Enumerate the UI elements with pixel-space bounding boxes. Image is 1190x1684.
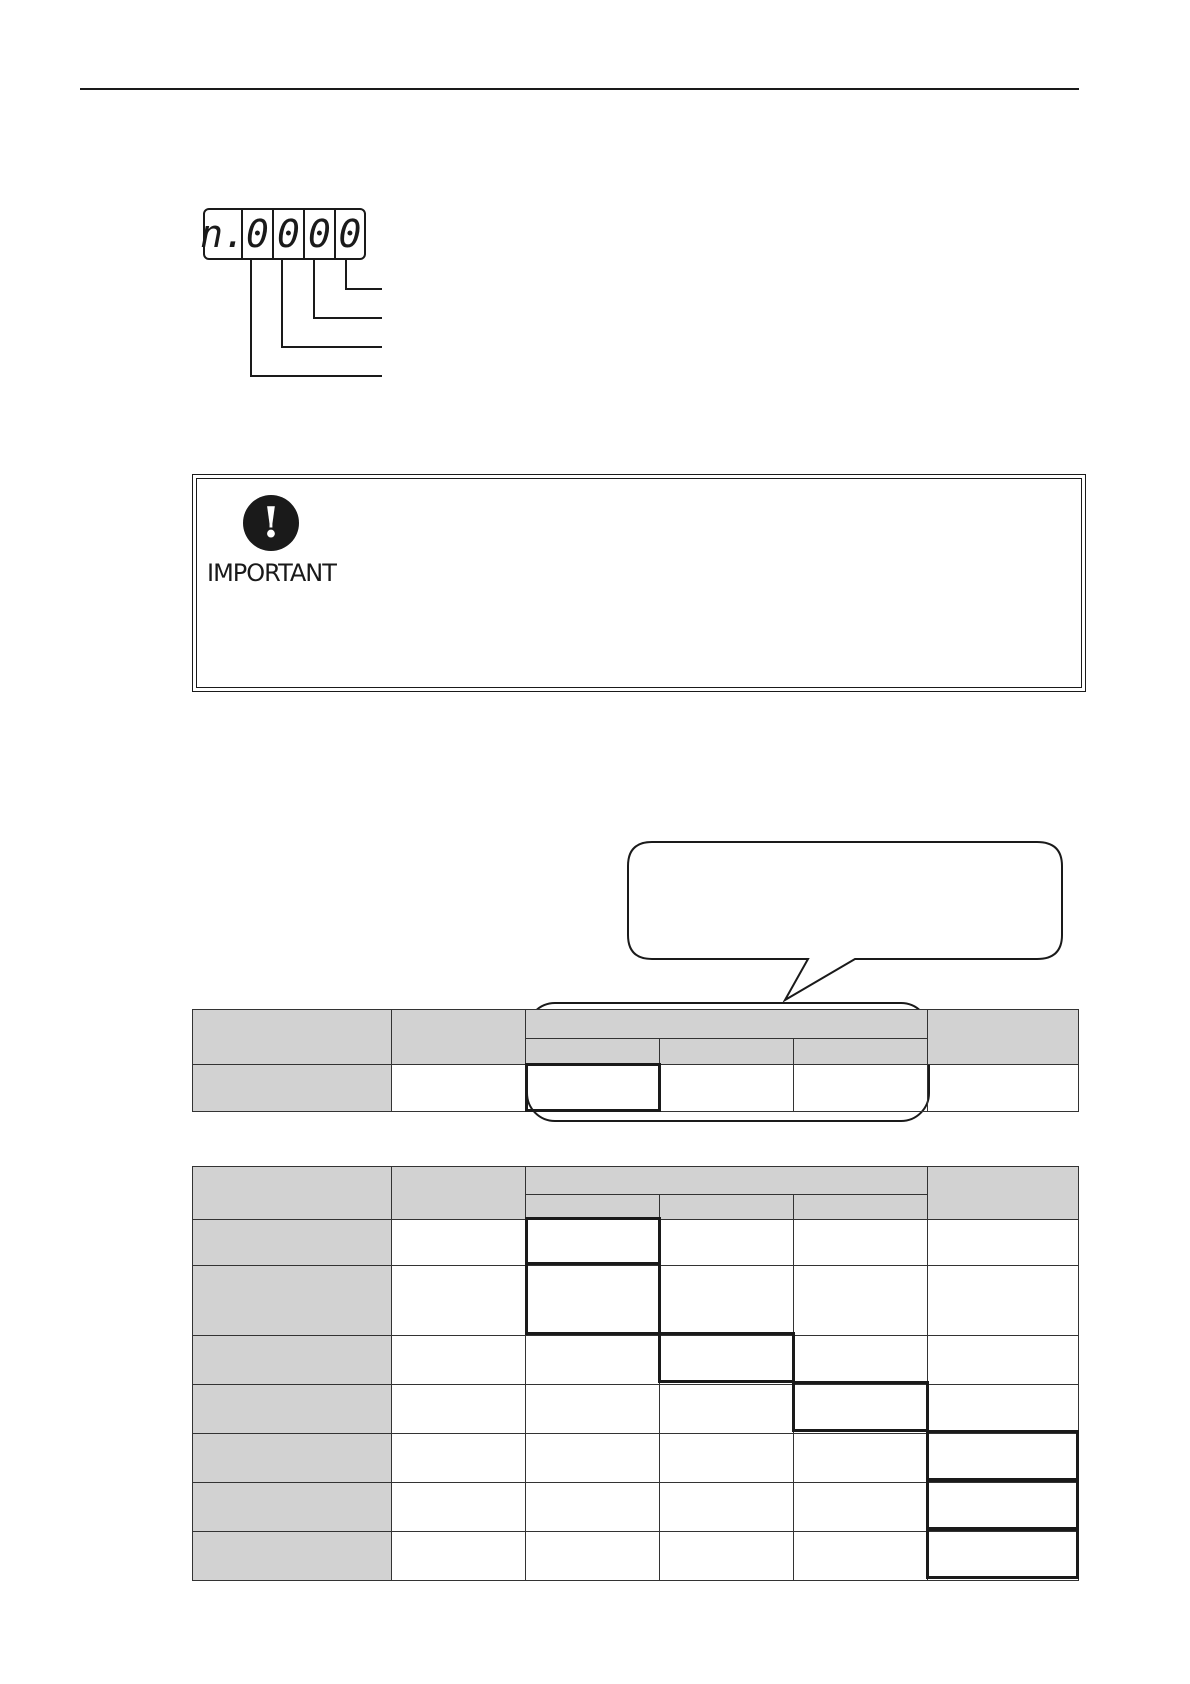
display-prefix-glyph: n.: [200, 212, 246, 256]
table-cell: [928, 1483, 1079, 1532]
table-cell: [392, 1065, 526, 1112]
callout-bubble: [628, 842, 1062, 1000]
table-cell: [928, 1532, 1079, 1581]
table-row-header: [193, 1266, 392, 1336]
table-row-header: [193, 1336, 392, 1385]
table-cell: [392, 1336, 526, 1385]
table-cell: [526, 1065, 660, 1112]
table-cell: [392, 1385, 526, 1434]
table-row-header: [193, 1385, 392, 1434]
table-cell: [660, 1220, 794, 1266]
table-header-cell: [526, 1039, 660, 1065]
table-header-cell: [526, 1010, 928, 1039]
table-row: [193, 1010, 1079, 1039]
display-digit-2-glyph: 0: [308, 212, 331, 256]
table-cell: [392, 1532, 526, 1581]
table-row: [193, 1220, 1079, 1266]
table-header-cell: [193, 1010, 392, 1065]
table-header-cell: [660, 1039, 794, 1065]
table-cell: [794, 1065, 928, 1112]
table-cell: [794, 1532, 928, 1581]
table-cell: [526, 1532, 660, 1581]
table-header-cell: [928, 1167, 1079, 1220]
table-row: [193, 1385, 1079, 1434]
table-row: [193, 1266, 1079, 1336]
table-cell: [526, 1266, 660, 1336]
table-cell: [794, 1266, 928, 1336]
table-cell: [794, 1483, 928, 1532]
table-cell: [794, 1434, 928, 1483]
exclamation-icon: !: [243, 495, 299, 551]
table-header-cell: [794, 1195, 928, 1220]
table-row: [193, 1065, 1079, 1112]
table-header-cell: [526, 1195, 660, 1220]
table-cell: [526, 1434, 660, 1483]
table-row: [193, 1336, 1079, 1385]
table-cell: [928, 1266, 1079, 1336]
table-cell: [526, 1336, 660, 1385]
table-header-cell: [794, 1039, 928, 1065]
table-cell: [526, 1220, 660, 1266]
table-cell: [392, 1434, 526, 1483]
display-digit-4-glyph: 0: [246, 212, 269, 256]
table-header-cell: [392, 1167, 526, 1220]
table-header-cell: [928, 1010, 1079, 1065]
table-cell: [392, 1483, 526, 1532]
display-digit-3-glyph: 0: [277, 212, 300, 256]
table-cell: [928, 1385, 1079, 1434]
table-header-cell: [660, 1195, 794, 1220]
table-row-header: [193, 1065, 392, 1112]
table-cell: [660, 1483, 794, 1532]
table-cell: [794, 1336, 928, 1385]
table-row-header: [193, 1434, 392, 1483]
table-header-cell: [193, 1167, 392, 1220]
table-row-header: [193, 1532, 392, 1581]
table-2: [192, 1166, 1079, 1581]
table-row: [193, 1167, 1079, 1195]
table-cell: [928, 1065, 1079, 1112]
table-cell: [660, 1385, 794, 1434]
table-cell: [526, 1483, 660, 1532]
table-cell: [794, 1385, 928, 1434]
table-cell: [660, 1065, 794, 1112]
important-label: IMPORTANT: [207, 559, 336, 587]
display-digit-1-glyph: 0: [338, 212, 362, 256]
table-cell: [928, 1336, 1079, 1385]
table-cell: [660, 1434, 794, 1483]
table-cell: [526, 1385, 660, 1434]
table-header-cell: [526, 1167, 928, 1195]
table-header-cell: [392, 1010, 526, 1065]
table-cell: [928, 1434, 1079, 1483]
table-row: [193, 1532, 1079, 1581]
table-cell: [392, 1266, 526, 1336]
table-cell: [660, 1336, 794, 1385]
table-row-header: [193, 1483, 392, 1532]
table-1: [192, 1009, 1079, 1112]
table-row-header: [193, 1220, 392, 1266]
table-cell: [928, 1220, 1079, 1266]
table-cell: [660, 1266, 794, 1336]
table-cell: [392, 1220, 526, 1266]
table-cell: [660, 1532, 794, 1581]
table-row: [193, 1434, 1079, 1483]
table-row: [193, 1483, 1079, 1532]
table-cell: [794, 1220, 928, 1266]
